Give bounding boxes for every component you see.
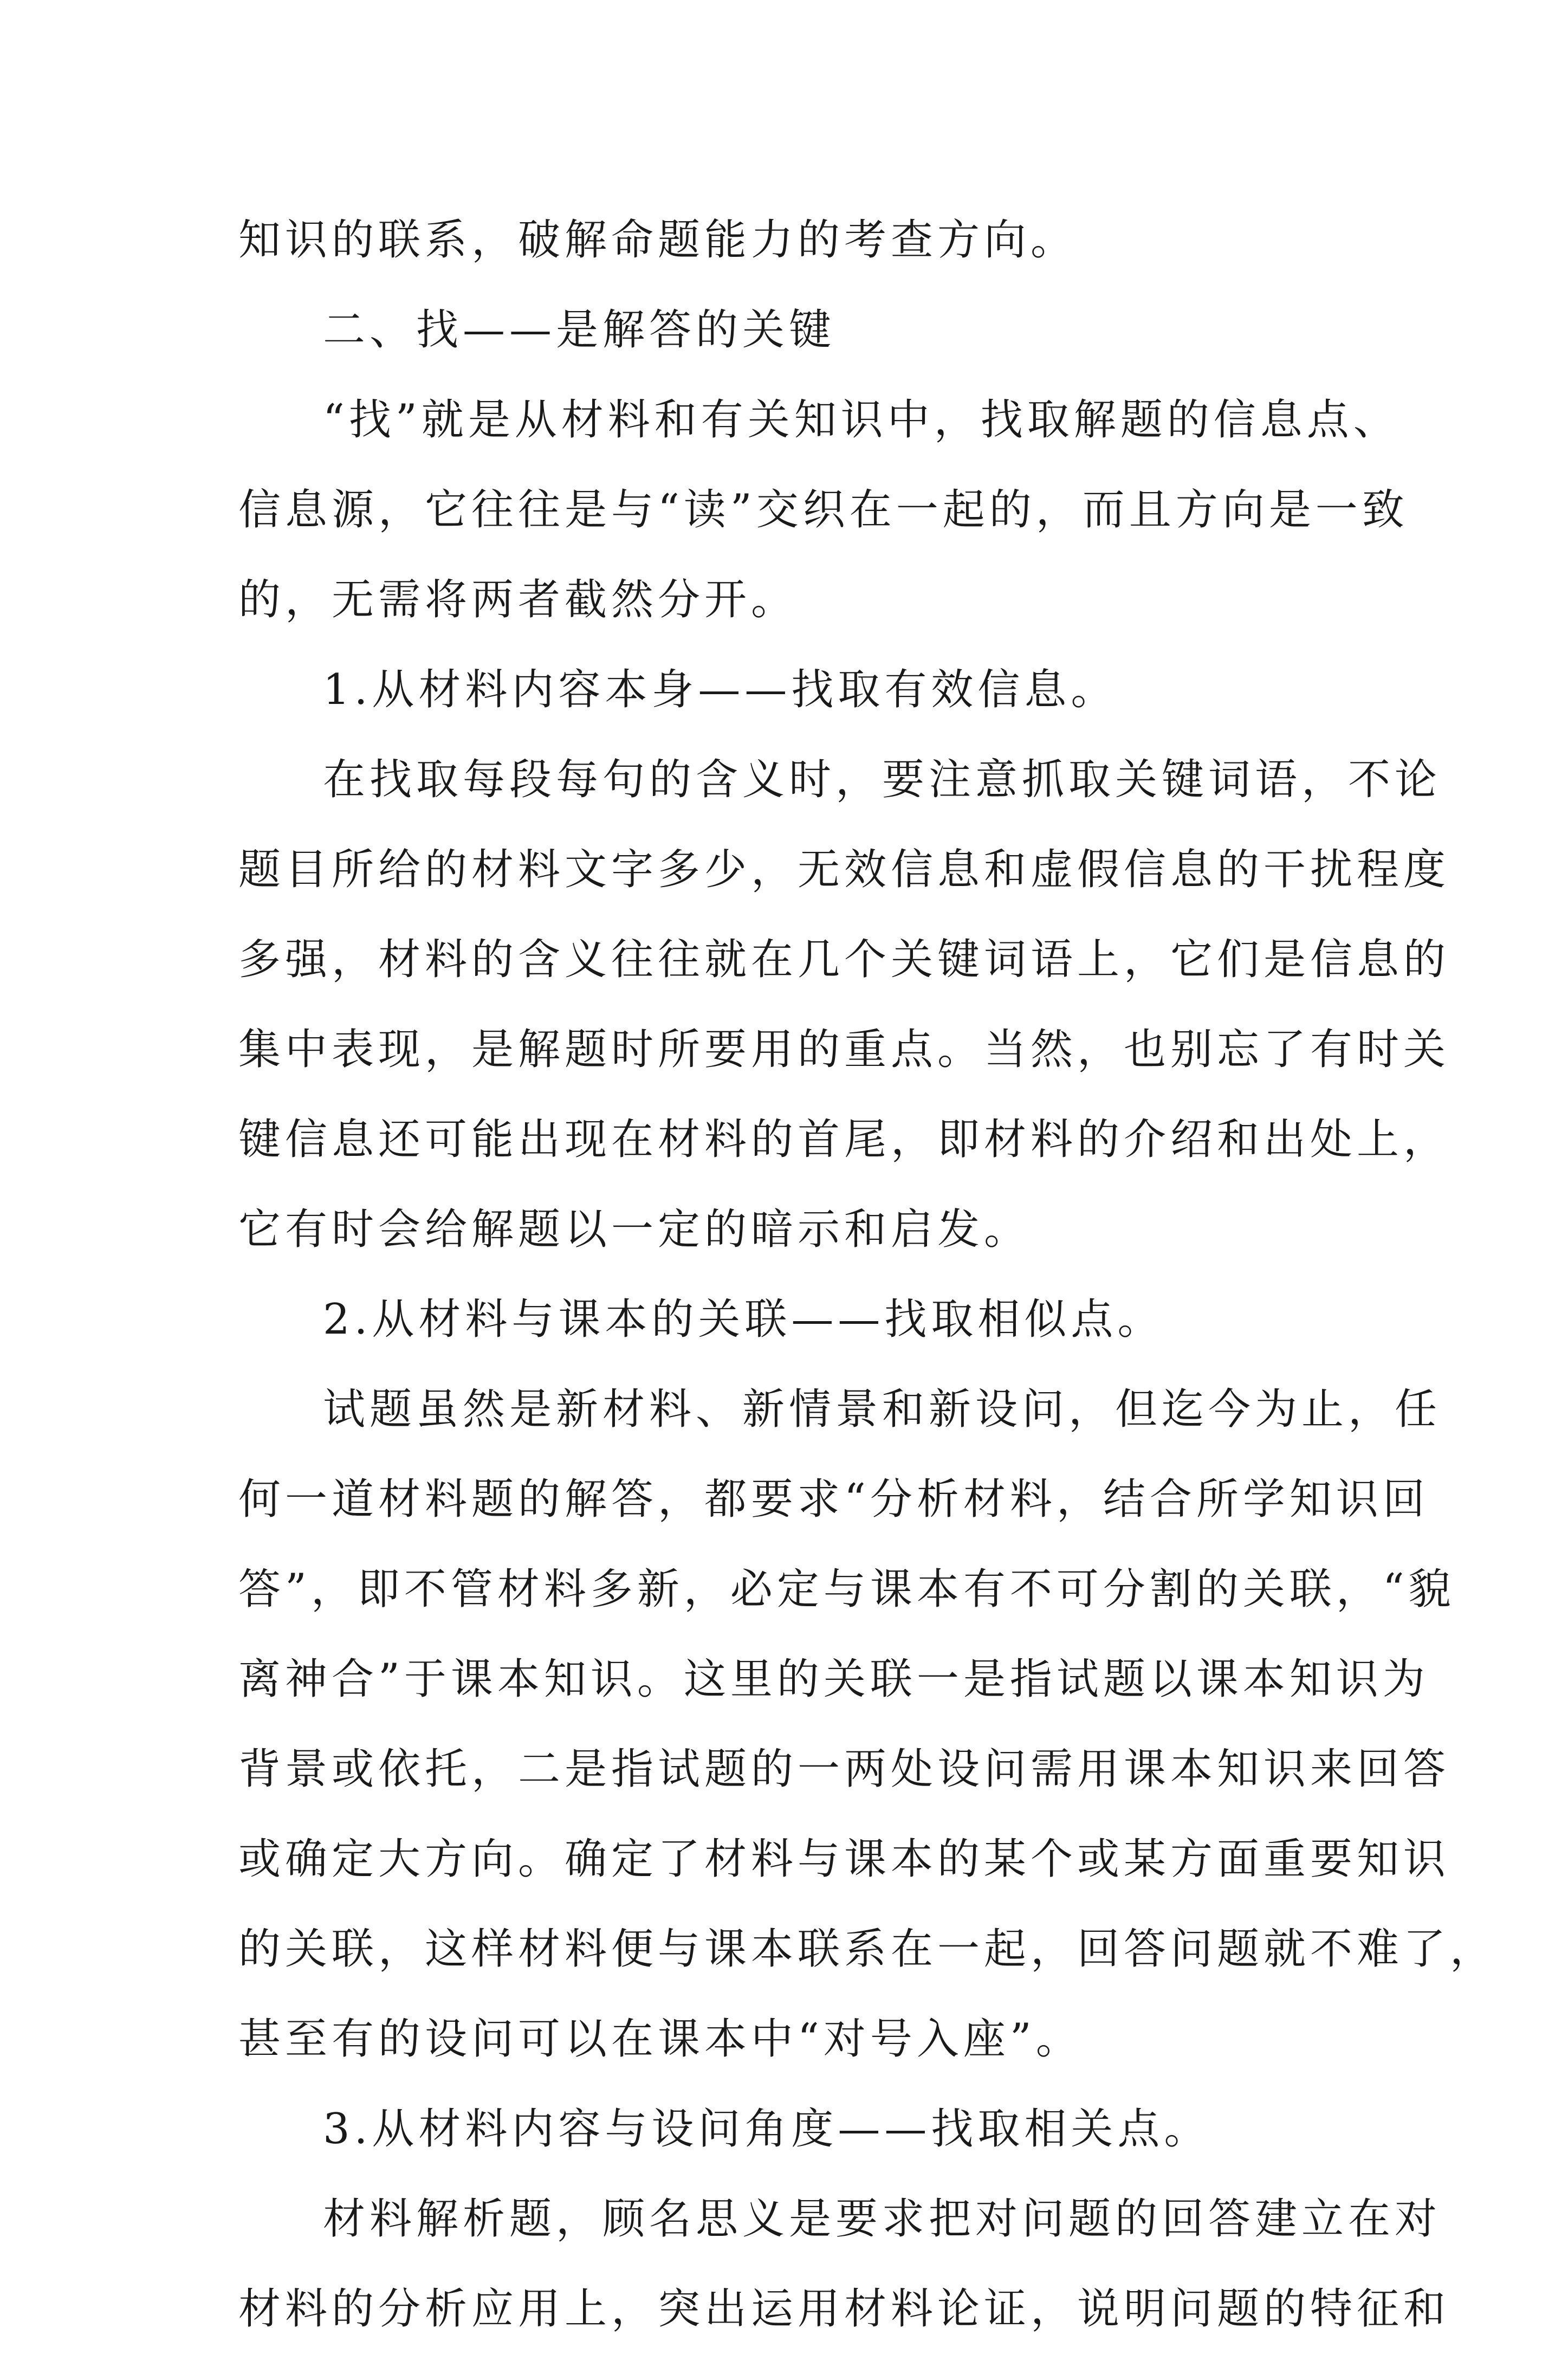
section-heading: 二、找——是解答的关键 [323, 306, 836, 354]
text-line: 键信息还可能出现在材料的首尾，即材料的介绍和出处上， [238, 1115, 1450, 1164]
text-line: 试题虽然是新材料、新情景和新设问，但迄今为止，任 [323, 1385, 1442, 1434]
text-line: 或确定大方向。确定了材料与课本的某个或某方面重要知识 [238, 1835, 1450, 1884]
text-line: “找”就是从材料和有关知识中，找取解题的信息点、 [323, 396, 1400, 444]
subsection-heading: 2.从材料与课本的关联——找取相似点。 [323, 1295, 1164, 1344]
text-line: 多强，材料的含义往往就在几个关键词语上，它们是信息的 [238, 935, 1450, 984]
subsection-heading: 3.从材料内容与设问角度——找取相关点。 [323, 2105, 1211, 2153]
text-line: 集中表现，是解题时所要用的重点。当然，也别忘了有时关 [238, 1025, 1450, 1074]
text-line: 材料的分析应用上，突出运用材料论证，说明问题的特征和 [238, 2285, 1450, 2333]
text-line: 甚至有的设问可以在课本中“对号入座”。 [238, 2015, 1083, 2064]
text-line: 离神合”于课本知识。这里的关联一是指试题以课本知识为 [238, 1655, 1429, 1704]
text-line: 材料解析题，顾名思义是要求把对问题的回答建立在对 [323, 2195, 1442, 2243]
text-line: 它有时会给解题以一定的暗示和启发。 [238, 1205, 1031, 1254]
text-line: 背景或依托，二是指试题的一两处设问需用课本知识来回答 [238, 1745, 1450, 1794]
body-text [238, 195, 1497, 2354]
text-line: 的关联，这样材料便与课本联系在一起，回答问题就不难了， [238, 1925, 1497, 1974]
text-line: 在找取每段每句的含义时，要注意抓取关键词语，不论 [323, 755, 1442, 804]
text-line: 何一道材料题的解答，都要求“分析材料，结合所学知识回 [238, 1475, 1429, 1524]
text-line: 题目所给的材料文字多少，无效信息和虚假信息的干扰程度 [238, 845, 1450, 894]
text-line: 知识的联系，破解命题能力的考查方向。 [238, 216, 1078, 264]
text-line: 信息源，它往往是与“读”交织在一起的，而且方向是一致 [238, 486, 1409, 534]
subsection-heading: 1.从材料内容本身——找取有效信息。 [323, 665, 1118, 714]
text-line: 答”，即不管材料多新，必定与课本有不可分割的关联，“貌 [238, 1565, 1455, 1614]
text-line: 的，无需将两者截然分开。 [238, 575, 798, 624]
